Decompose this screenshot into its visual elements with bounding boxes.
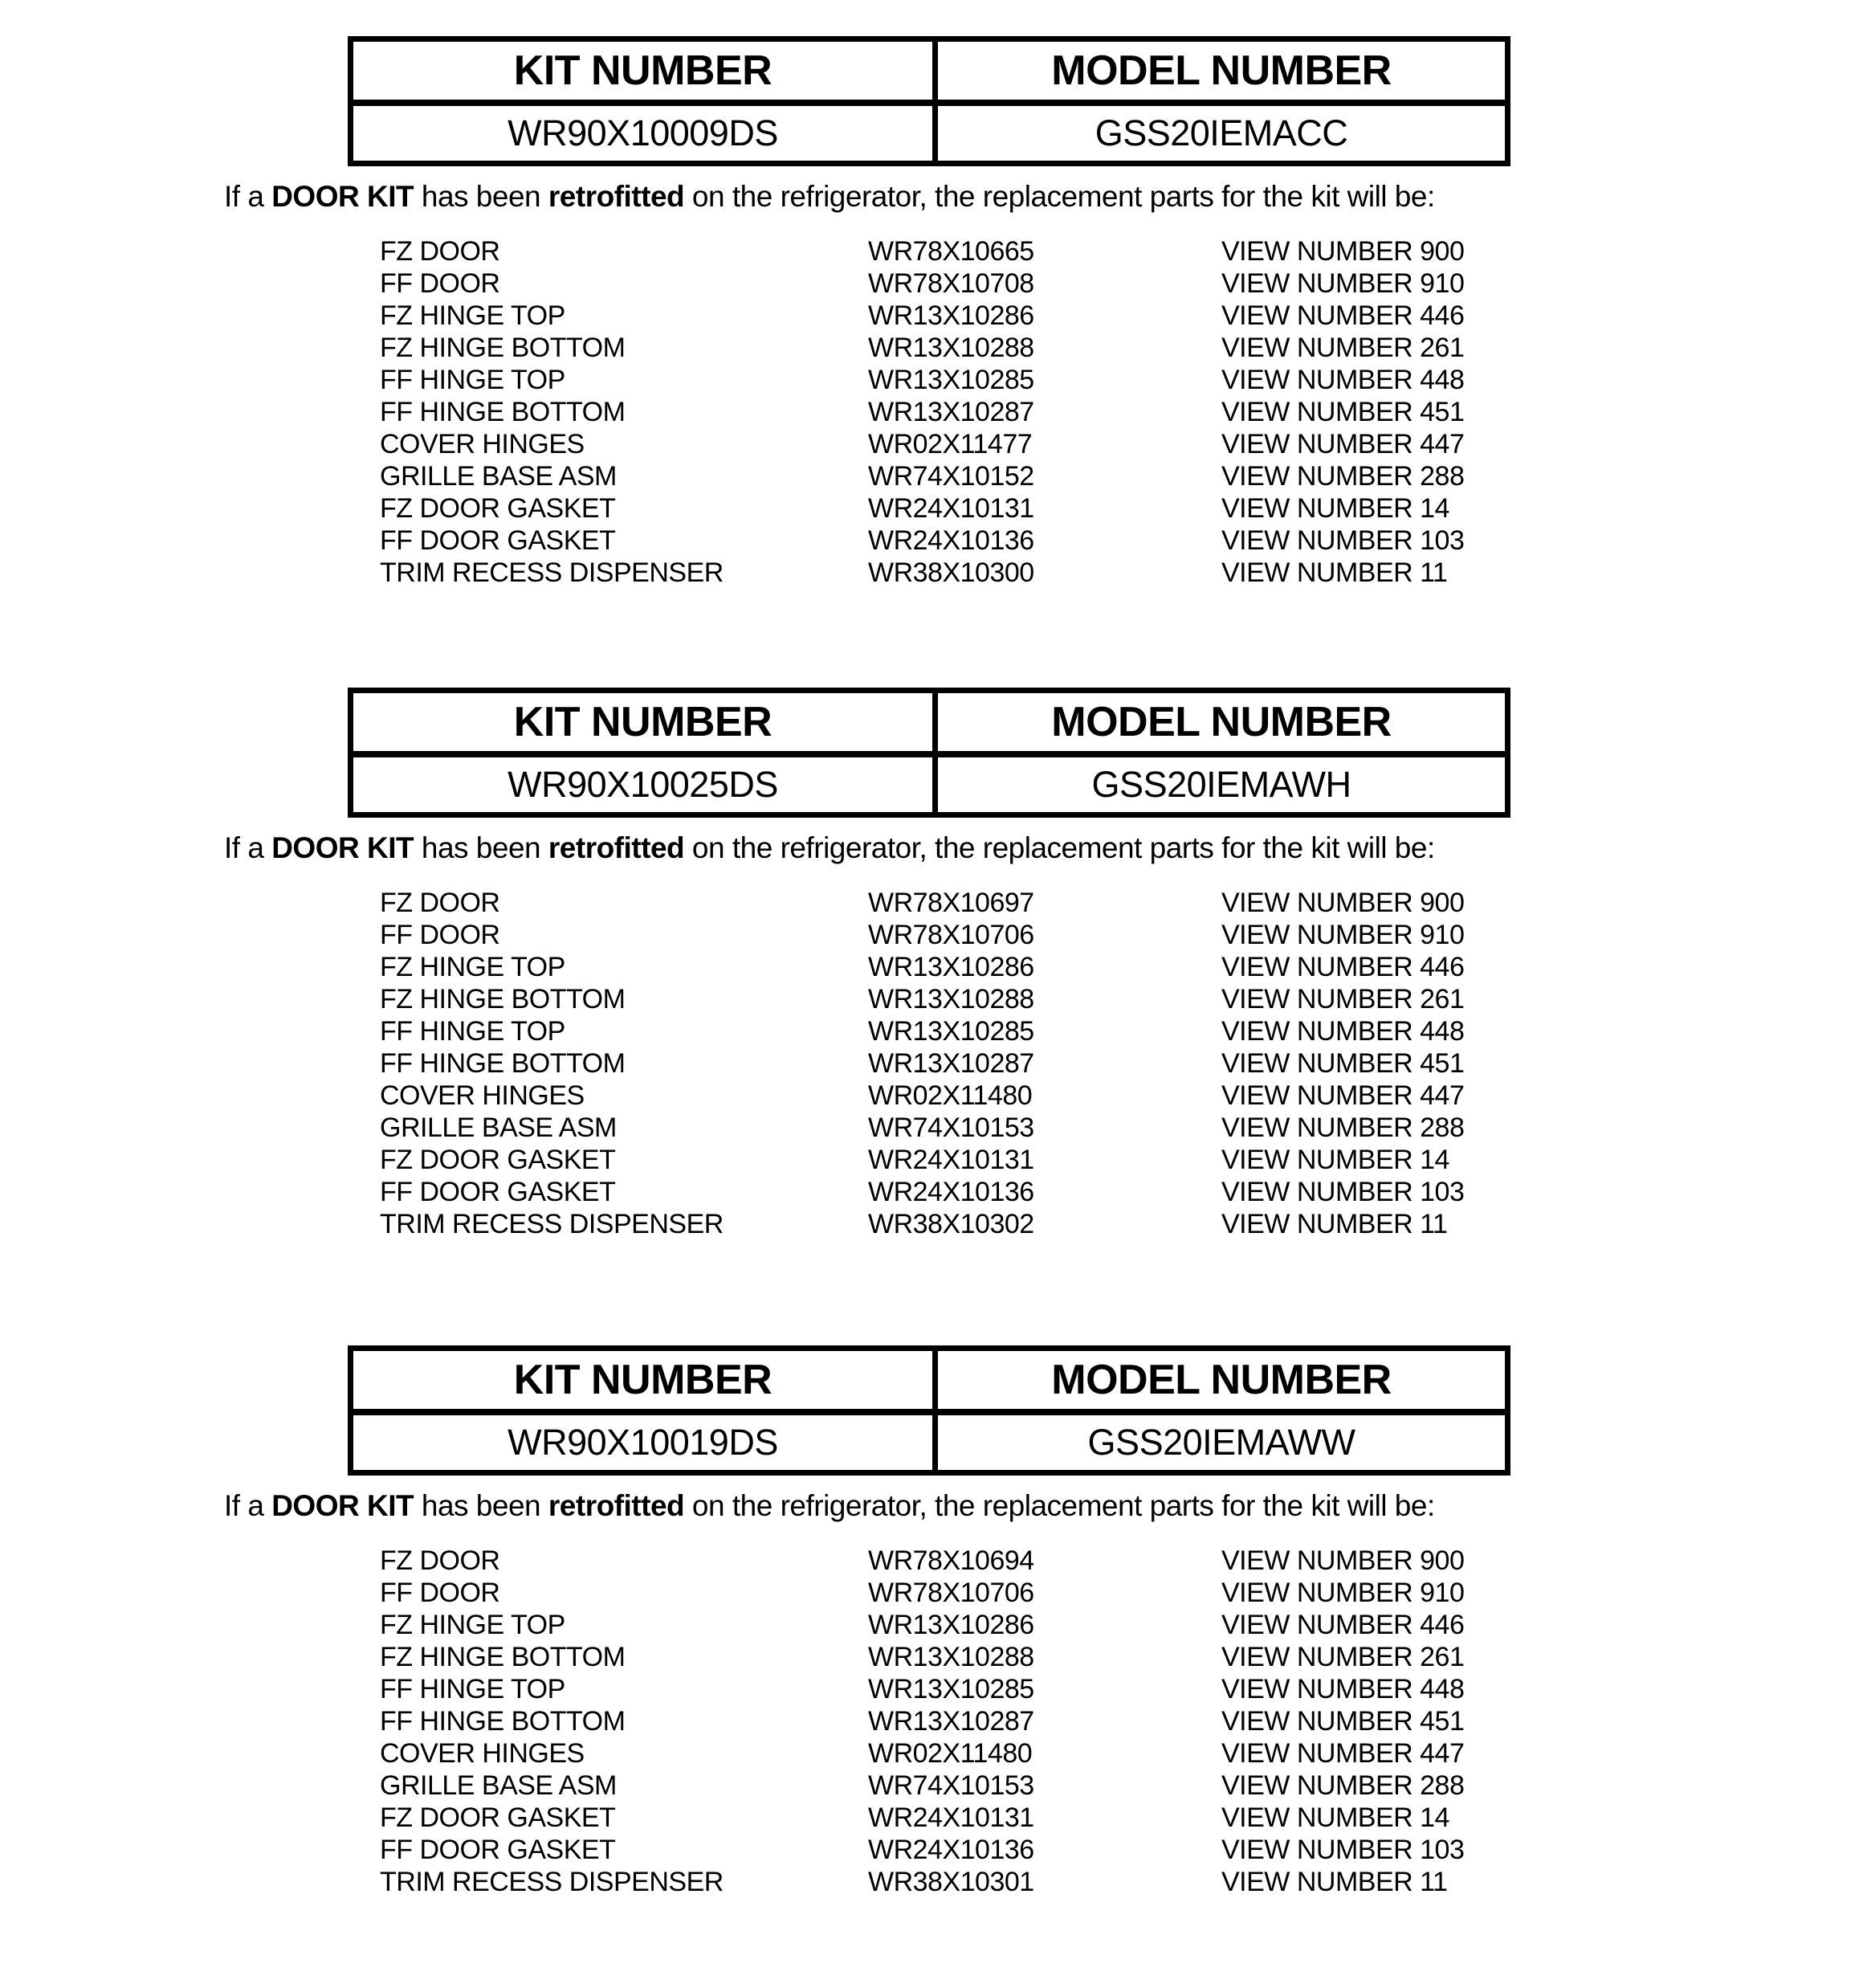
kit-number-value: WR90X10025DS xyxy=(353,757,938,812)
part-row xyxy=(380,1208,1464,1240)
part-row xyxy=(380,887,1464,919)
kit-section xyxy=(0,688,1863,1342)
part-name: FF DOOR xyxy=(380,1578,500,1608)
part-name: FZ HINGE BOTTOM xyxy=(380,1642,626,1672)
sentence-prefix: If a xyxy=(224,831,272,864)
part-row xyxy=(380,1737,1464,1770)
part-number: WR24X10136 xyxy=(868,525,1034,556)
kit-number-header: KIT NUMBER xyxy=(353,693,938,751)
kit-model-table xyxy=(348,36,1510,166)
view-number: VIEW NUMBER 446 xyxy=(1221,952,1465,982)
view-number: VIEW NUMBER 14 xyxy=(1221,1802,1449,1833)
view-number: VIEW NUMBER 910 xyxy=(1221,920,1465,950)
kit-section xyxy=(0,36,1863,691)
view-number: VIEW NUMBER 261 xyxy=(1221,1642,1465,1672)
parts-list xyxy=(380,1545,1464,1898)
kit-model-table xyxy=(348,1345,1510,1476)
part-number: WR02X11480 xyxy=(868,1080,1033,1111)
part-row xyxy=(380,364,1464,396)
part-number: WR13X10285 xyxy=(868,365,1034,395)
part-name: FF DOOR GASKET xyxy=(380,1835,616,1865)
part-number: WR78X10694 xyxy=(868,1545,1034,1576)
part-number: WR24X10131 xyxy=(868,1802,1034,1833)
part-row xyxy=(380,300,1464,332)
view-number: VIEW NUMBER 14 xyxy=(1221,493,1449,524)
view-number: VIEW NUMBER 448 xyxy=(1221,1016,1465,1047)
view-number: VIEW NUMBER 447 xyxy=(1221,429,1465,459)
part-name: GRILLE BASE ASM xyxy=(380,1112,617,1143)
part-row xyxy=(380,1015,1464,1047)
view-number: VIEW NUMBER 261 xyxy=(1221,984,1465,1014)
model-number-value: GSS20IEMAWW xyxy=(1087,1422,1355,1463)
sentence-mid: has been xyxy=(414,1489,548,1522)
view-number: VIEW NUMBER 900 xyxy=(1221,1545,1465,1576)
view-number: VIEW NUMBER 288 xyxy=(1221,1112,1465,1143)
table-value-row xyxy=(353,757,1505,812)
part-number: WR24X10136 xyxy=(868,1177,1034,1207)
table-header-row xyxy=(353,42,1505,106)
sentence-door-kit: DOOR KIT xyxy=(271,1489,414,1522)
part-number: WR13X10288 xyxy=(868,333,1034,363)
part-name: FZ DOOR xyxy=(380,236,500,267)
table-value-row xyxy=(353,1415,1505,1470)
part-row xyxy=(380,460,1464,492)
part-row xyxy=(380,557,1464,589)
part-name: FF HINGE TOP xyxy=(380,1016,565,1047)
model-number-value: GSS20IEMAWH xyxy=(1091,764,1351,805)
sentence-retrofitted: retrofitted xyxy=(548,1489,685,1522)
sentence-retrofitted: retrofitted xyxy=(548,831,685,864)
view-number: VIEW NUMBER 261 xyxy=(1221,333,1465,363)
table-header-row xyxy=(353,693,1505,757)
part-name: FZ DOOR GASKET xyxy=(380,1802,616,1833)
part-number: WR02X11480 xyxy=(868,1738,1033,1769)
part-number: WR24X10131 xyxy=(868,493,1034,524)
part-row xyxy=(380,1080,1464,1112)
kit-section xyxy=(0,1345,1863,1988)
part-row xyxy=(380,525,1464,557)
part-name: FZ DOOR xyxy=(380,1545,500,1576)
kit-number-header: KIT NUMBER xyxy=(353,42,938,100)
view-number: VIEW NUMBER 451 xyxy=(1221,397,1465,427)
view-number: VIEW NUMBER 451 xyxy=(1221,1048,1465,1079)
view-number: VIEW NUMBER 910 xyxy=(1221,1578,1465,1608)
view-number: VIEW NUMBER 288 xyxy=(1221,1770,1465,1801)
model-number-header: MODEL NUMBER xyxy=(1051,1357,1392,1403)
view-number: VIEW NUMBER 11 xyxy=(1221,1867,1448,1897)
model-number-value: GSS20IEMACC xyxy=(1095,112,1348,153)
sentence-door-kit: DOOR KIT xyxy=(271,180,414,213)
part-row xyxy=(380,332,1464,364)
part-name: FF DOOR xyxy=(380,268,500,299)
part-number: WR24X10131 xyxy=(868,1145,1034,1175)
view-number: VIEW NUMBER 446 xyxy=(1221,300,1465,331)
sentence-suffix: on the refrigerator, the replacement parts for the kit will be: xyxy=(684,831,1435,864)
part-number: WR38X10301 xyxy=(868,1867,1034,1897)
table-value-row xyxy=(353,106,1505,161)
part-row xyxy=(380,1770,1464,1802)
parts-list xyxy=(380,235,1464,589)
part-name: FZ HINGE TOP xyxy=(380,952,565,982)
part-row xyxy=(380,235,1464,267)
part-name: FZ DOOR GASKET xyxy=(380,1145,616,1175)
view-number: VIEW NUMBER 910 xyxy=(1221,268,1465,299)
kit-number-value: WR90X10009DS xyxy=(353,106,938,161)
parts-list xyxy=(380,887,1464,1240)
part-name: TRIM RECESS DISPENSER xyxy=(380,557,724,588)
part-name: COVER HINGES xyxy=(380,1738,585,1769)
part-name: TRIM RECESS DISPENSER xyxy=(380,1209,724,1239)
part-name: FF HINGE BOTTOM xyxy=(380,1706,626,1737)
part-row xyxy=(380,1802,1464,1834)
view-number: VIEW NUMBER 103 xyxy=(1221,1835,1465,1865)
part-row xyxy=(380,1176,1464,1208)
part-number: WR74X10152 xyxy=(868,461,1034,492)
part-row xyxy=(380,1609,1464,1641)
model-number-header: MODEL NUMBER xyxy=(1051,47,1392,94)
part-number: WR78X10697 xyxy=(868,888,1034,918)
part-number: WR74X10153 xyxy=(868,1770,1034,1801)
part-name: TRIM RECESS DISPENSER xyxy=(380,1867,724,1897)
sentence-suffix: on the refrigerator, the replacement parts for the kit will be: xyxy=(684,180,1435,213)
part-row xyxy=(380,983,1464,1015)
kit-number-value: WR90X10019DS xyxy=(353,1415,938,1470)
part-row xyxy=(380,1545,1464,1577)
part-name: FZ HINGE BOTTOM xyxy=(380,333,626,363)
part-number: WR13X10286 xyxy=(868,1610,1034,1640)
part-number: WR74X10153 xyxy=(868,1112,1034,1143)
part-number: WR78X10665 xyxy=(868,236,1034,267)
part-number: WR13X10288 xyxy=(868,1642,1034,1672)
part-number: WR13X10286 xyxy=(868,952,1034,982)
part-name: FF HINGE TOP xyxy=(380,1674,565,1704)
part-number: WR13X10285 xyxy=(868,1016,1034,1047)
kit-number-header: KIT NUMBER xyxy=(353,1351,938,1409)
sentence-mid: has been xyxy=(414,180,548,213)
part-number: WR78X10708 xyxy=(868,268,1034,299)
part-number: WR38X10302 xyxy=(868,1209,1034,1239)
part-name: GRILLE BASE ASM xyxy=(380,461,617,492)
table-header-row xyxy=(353,1351,1505,1415)
sentence-door-kit: DOOR KIT xyxy=(271,831,414,864)
view-number: VIEW NUMBER 11 xyxy=(1221,557,1448,588)
part-number: WR02X11477 xyxy=(868,429,1033,459)
model-number-header: MODEL NUMBER xyxy=(1051,699,1392,745)
part-name: COVER HINGES xyxy=(380,1080,585,1111)
view-number: VIEW NUMBER 447 xyxy=(1221,1080,1465,1111)
part-row xyxy=(380,1577,1464,1609)
part-row xyxy=(380,1144,1464,1176)
part-name: FZ HINGE TOP xyxy=(380,300,565,331)
part-name: FZ HINGE TOP xyxy=(380,1610,565,1640)
sentence-prefix: If a xyxy=(224,1489,272,1522)
view-number: VIEW NUMBER 103 xyxy=(1221,525,1465,556)
retrofit-sentence xyxy=(224,831,1435,866)
part-number: WR78X10706 xyxy=(868,920,1034,950)
view-number: VIEW NUMBER 446 xyxy=(1221,1610,1465,1640)
part-name: FF HINGE BOTTOM xyxy=(380,1048,626,1079)
part-number: WR78X10706 xyxy=(868,1578,1034,1608)
view-number: VIEW NUMBER 103 xyxy=(1221,1177,1465,1207)
part-row xyxy=(380,1047,1464,1080)
part-number: WR13X10287 xyxy=(868,397,1034,427)
part-name: FZ HINGE BOTTOM xyxy=(380,984,626,1014)
part-name: FF DOOR GASKET xyxy=(380,1177,616,1207)
part-row xyxy=(380,267,1464,300)
part-row xyxy=(380,1834,1464,1866)
sentence-suffix: on the refrigerator, the replacement parts for the kit will be: xyxy=(684,1489,1435,1522)
part-name: FF DOOR xyxy=(380,920,500,950)
part-number: WR38X10300 xyxy=(868,557,1034,588)
part-number: WR13X10286 xyxy=(868,300,1034,331)
part-row xyxy=(380,396,1464,428)
part-row xyxy=(380,1866,1464,1898)
part-row xyxy=(380,1705,1464,1737)
part-name: FZ DOOR GASKET xyxy=(380,493,616,524)
part-number: WR13X10288 xyxy=(868,984,1034,1014)
view-number: VIEW NUMBER 900 xyxy=(1221,888,1465,918)
view-number: VIEW NUMBER 448 xyxy=(1221,365,1465,395)
kit-model-table xyxy=(348,688,1510,818)
part-number: WR13X10287 xyxy=(868,1706,1034,1737)
view-number: VIEW NUMBER 448 xyxy=(1221,1674,1465,1704)
part-number: WR13X10287 xyxy=(868,1048,1034,1079)
part-name: FF HINGE BOTTOM xyxy=(380,397,626,427)
part-row xyxy=(380,492,1464,525)
sentence-prefix: If a xyxy=(224,180,272,213)
part-name: FF HINGE TOP xyxy=(380,365,565,395)
sentence-retrofitted: retrofitted xyxy=(548,180,685,213)
part-row xyxy=(380,951,1464,983)
view-number: VIEW NUMBER 11 xyxy=(1221,1209,1448,1239)
view-number: VIEW NUMBER 447 xyxy=(1221,1738,1465,1769)
retrofit-sentence xyxy=(224,179,1435,214)
part-name: GRILLE BASE ASM xyxy=(380,1770,617,1801)
view-number: VIEW NUMBER 288 xyxy=(1221,461,1465,492)
view-number: VIEW NUMBER 900 xyxy=(1221,236,1465,267)
sentence-mid: has been xyxy=(414,831,548,864)
retrofit-sentence xyxy=(224,1488,1435,1524)
part-name: FZ DOOR xyxy=(380,888,500,918)
part-row xyxy=(380,1112,1464,1144)
part-row xyxy=(380,428,1464,460)
part-number: WR24X10136 xyxy=(868,1835,1034,1865)
part-row xyxy=(380,1673,1464,1705)
part-name: COVER HINGES xyxy=(380,429,585,459)
part-row xyxy=(380,919,1464,951)
view-number: VIEW NUMBER 14 xyxy=(1221,1145,1449,1175)
view-number: VIEW NUMBER 451 xyxy=(1221,1706,1465,1737)
part-name: FF DOOR GASKET xyxy=(380,525,616,556)
part-row xyxy=(380,1641,1464,1673)
part-number: WR13X10285 xyxy=(868,1674,1034,1704)
